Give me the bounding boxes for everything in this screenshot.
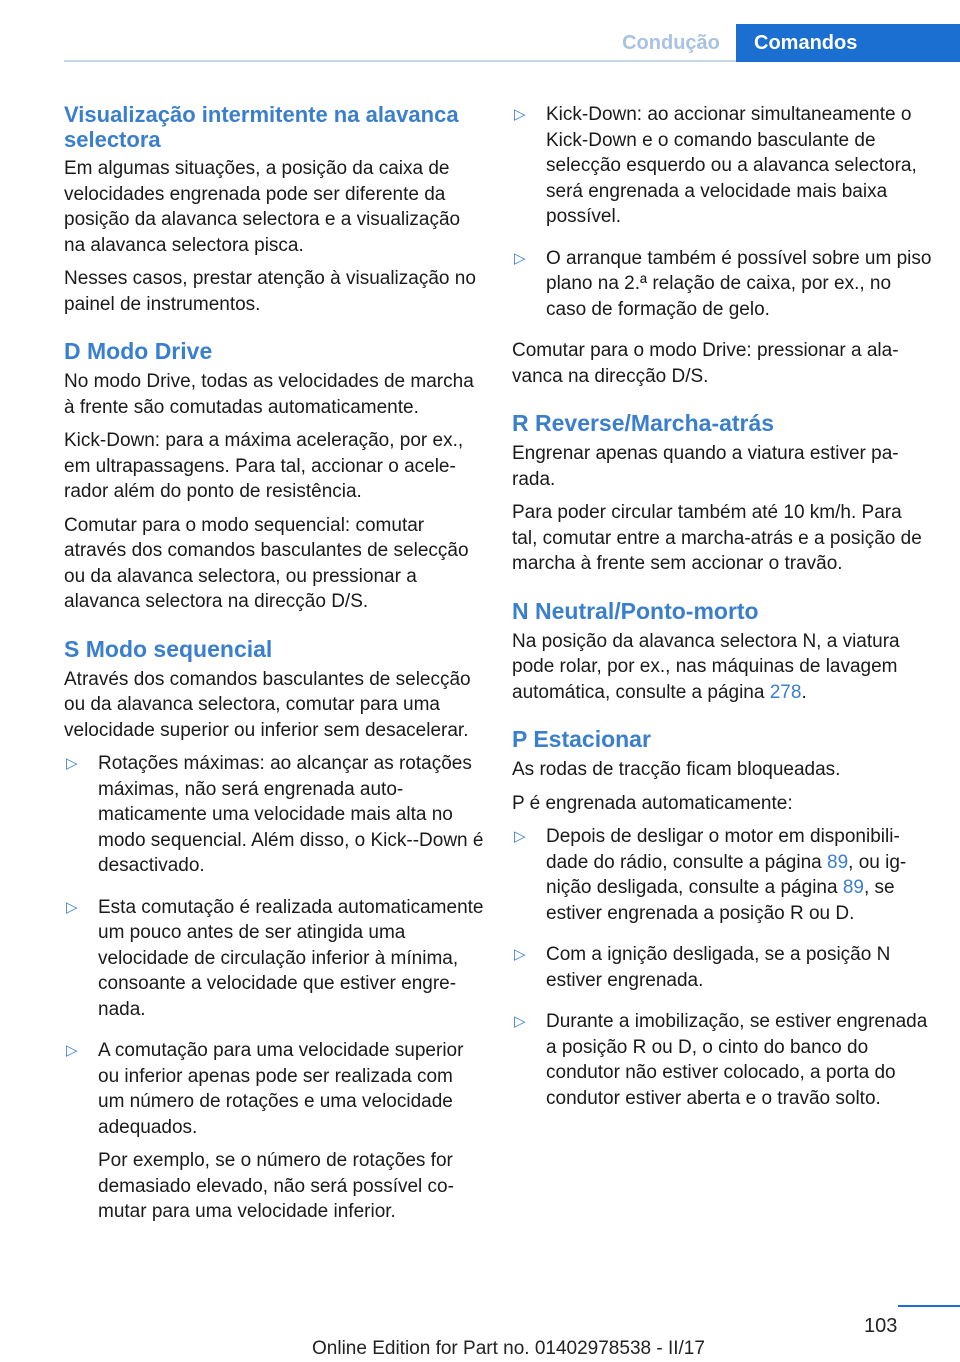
tab-section-comandos[interactable]: Comandos [736, 24, 960, 62]
list-item: ▷ Rotações máximas: ao alcançar as rotações máximas, não será engrenada automaticamente uma velocidade mais alta no modo sequencial. Além disso, o Kick--Down é desactivado. [66, 753, 484, 876]
heading-drive: D Modo Drive [64, 338, 213, 364]
list-item: ▷ Durante a imobilização, se estiver engrenada a posição R ou D, o cinto do banco do condutor não estiver colocado, a porta do condutor estiver aberta e o travão solto. [514, 1011, 928, 1109]
sequential-list [64, 751, 484, 1233]
paragraph: Nesses casos, prestar atenção à visualização no painel de instrumentos. [64, 268, 476, 315]
paragraph: Engrenar apenas quando a viatura estiver parada. [512, 443, 899, 490]
paragraph: As rodas de tracção ficam bloqueadas. [512, 759, 841, 780]
left-column [64, 102, 484, 1241]
heading-reverse: R Reverse/Marcha-atrás [512, 410, 775, 436]
paragraph: Comutar para o modo sequencial: comutar através dos comandos basculantes de selecção ou da alavanca selectora, ou pressionar a alavanca selectora na direcção D/S. [64, 514, 469, 612]
triangle-bullet-icon: ▷ [514, 828, 526, 845]
list-item: ▷ Kick-Down: ao accionar simultaneamente o Kick-Down e o comando basculante de selecção esquerdo ou a alavanca selectora, será engrenada a velocidade mais baixa possível. [514, 104, 917, 227]
triangle-bullet-icon: ▷ [66, 755, 78, 772]
heading-sequencial: S Modo sequencial [64, 635, 273, 662]
list-item: ▷ Esta comutação é realizada automaticamente um pouco antes de ser atingida uma velocidade de circulação inferior à mínima, consoante a velocidade que estiver engrenada. [66, 896, 484, 1020]
page-link-278[interactable]: 278 [769, 681, 802, 703]
right-column [512, 102, 932, 1127]
page-number: 103 [864, 1315, 898, 1337]
triangle-bullet-icon: ▷ [66, 898, 78, 916]
paragraph: Em algumas situações, a posição da caixa de velocidades engrenada pode ser diferente da posição da alavanca selectora e a visualização na alavanca selectora pisca. [64, 158, 461, 256]
list-item: ▷ Com a ignição desligada, se a posição N estiver engrenada. [514, 944, 891, 991]
triangle-bullet-icon: ▷ [514, 1013, 526, 1030]
triangle-bullet-icon: ▷ [514, 249, 526, 267]
triangle-bullet-icon: ▷ [514, 946, 526, 963]
paragraph: Para poder circular também até 10 km/h. Para tal, comutar entre a marcha-atrás e a posição de marcha à frente sem accionar o travão. [512, 502, 922, 574]
list-item: ▷ Depois de desligar o motor em disponibilidade do rádio, consulte a página 89, ou ignição desligada, consulte a página 89, se estiver engrenada a posição R ou D. [514, 826, 907, 924]
tab-section-conducao[interactable]: Condução [622, 32, 720, 54]
sequential-list-continued [512, 102, 932, 330]
page-link-89[interactable]: 89 [827, 851, 849, 873]
list-item-note: Por exemplo, se o número de rotações for demasiado elevado, não será possível comutar para uma velocidade inferior. [98, 1150, 454, 1222]
paragraph: No modo Drive, todas as velocidades de marcha à frente são comutadas automaticamente. [64, 371, 474, 418]
triangle-bullet-icon: ▷ [514, 106, 526, 123]
paragraph: Através dos comandos basculantes de selecção ou da alavanca selectora, comutar para uma velocidade superior ou inferior sem desacelerar. [64, 668, 471, 741]
list-item: ▷ A comutação para uma velocidade superior ou inferior apenas pode ser realizada com um número de rotações e uma velocidade adequados. Por exemplo, se o número de rotações for demasiado elevado, não será possível comutar para uma velocidade inferior. [64, 1038, 484, 1233]
triangle-bullet-icon: ▷ [66, 1042, 78, 1059]
paragraph: P é engrenada automaticamente: [512, 792, 793, 814]
heading-neutral: N Neutral/Ponto-morto [512, 597, 759, 624]
heading-intermitente: Visualização intermitente na alavanca selectora [64, 102, 459, 152]
heading-park: P Estacionar [512, 726, 651, 752]
edition-footer: Online Edition for Part no. 01402978538 - II/17 [312, 1338, 705, 1359]
paragraph: Comutar para o modo Drive: pressionar a alavanca na direcção D/S. [512, 340, 899, 387]
page-link-89[interactable]: 89 [842, 877, 864, 898]
paragraph: Kick-Down: para a máxima aceleração, por ex., em ultrapassagens. Para tal, accionar o acelerador além do ponto de resistência. [64, 430, 464, 502]
park-list [512, 824, 932, 1119]
list-item: ▷ O arranque também é possível sobre um piso plano na 2.ª relação de caixa, por ex., no caso de formação de gelo. [514, 247, 932, 320]
footer-rule [898, 1305, 960, 1307]
paragraph: Na posição da alavanca selectora N, a viatura pode rolar, por ex., nas máquinas de lavagem automática, consulte a página 278. [512, 630, 900, 703]
